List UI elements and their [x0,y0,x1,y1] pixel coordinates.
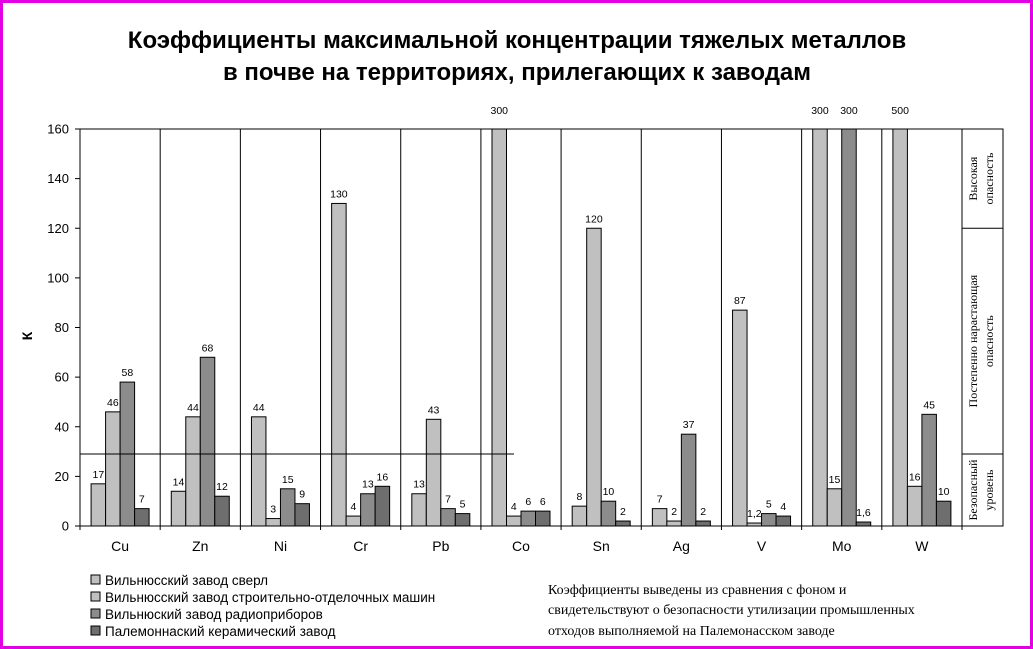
data-label: 120 [585,213,603,226]
bar [616,521,631,526]
data-label: 500 [891,105,909,117]
data-label: 13 [362,478,374,491]
bar [346,516,361,526]
data-label: 58 [121,367,134,380]
bar [375,486,390,526]
legend-swatch [91,575,100,584]
legend-swatch [91,592,100,601]
legend-label: Вильнюсский завод сверл [105,573,269,588]
data-label: 15 [281,473,294,486]
bar [171,491,186,526]
bar [412,494,427,526]
zone-label: опасность [982,315,996,368]
y-tick-label: 160 [47,121,69,137]
bar [827,489,842,526]
data-label: 130 [330,188,348,201]
category-label: Zn [192,538,209,554]
data-label: 12 [216,481,228,494]
bar [280,489,295,526]
bar [776,516,791,526]
data-label: 1,2 [746,508,762,521]
bar [91,484,106,526]
data-label: 7 [445,493,451,506]
data-label: 14 [172,476,185,489]
data-label: 16 [908,471,921,484]
bar [106,412,121,526]
zone-label: Безопасный [966,459,980,521]
bar [936,501,951,526]
category-label: Pb [432,538,450,554]
bar [842,129,857,526]
data-label: 4 [510,501,517,514]
bar [186,417,201,526]
legend-swatch [91,626,100,635]
y-tick-label: 80 [54,320,69,335]
data-label: 10 [602,486,615,499]
chart-title-line-1: Коэффициенты максимальной концентрации тяжелых металлов [127,27,907,54]
bar [893,129,908,526]
data-label: 68 [201,342,214,355]
zone-label: Постепенно нарастающая [966,274,980,408]
legend-label: Палемоннаский керамический завод [105,624,336,639]
data-label: 2 [700,506,707,519]
bar [215,496,230,526]
y-tick-label: 120 [47,220,69,236]
data-label: 15 [828,473,841,486]
data-label: 8 [576,491,583,504]
data-label: 4 [780,501,787,514]
category-label: Sn [592,538,610,554]
bar [907,486,922,526]
note-line-2: свидетельствуют о безопасности утилизации промышленных [548,603,915,618]
legend [91,573,435,639]
data-label: 2 [620,506,626,519]
bar [507,516,522,526]
data-label: 17 [92,468,105,481]
zone-label: уровень [982,469,996,511]
category-label: Cu [111,538,130,554]
bar [521,511,536,526]
data-label: 300 [811,105,829,117]
bar [747,523,762,526]
bar [361,494,376,526]
data-label: 2 [671,506,678,519]
chart-title-line-2: в почве на территориях, прилегающих к заводам [222,59,812,86]
category-label: Cr [353,538,369,554]
data-label: 9 [299,488,306,501]
legend-label: Вильнюсский завод строительно-отделочных машин [105,590,436,605]
bar [266,519,281,526]
bar [536,511,551,526]
data-label: 46 [106,396,119,409]
legend-label: Вильнюский завод радиоприборов [105,607,323,622]
bar [856,522,871,526]
category-labels [111,538,929,554]
data-label: 5 [459,498,466,511]
bar [696,521,711,526]
data-label: 4 [350,501,357,514]
bar [587,228,602,526]
bar [332,203,347,526]
bar [922,414,937,526]
bar [733,310,748,526]
bar [572,506,587,526]
category-label: Co [512,538,530,554]
bar [762,514,777,526]
data-label: 7 [138,493,145,506]
data-label: 5 [765,498,772,511]
category-label: V [756,538,767,554]
y-tick-label: 0 [61,518,69,534]
data-label: 300 [490,105,509,117]
bar [652,509,667,526]
bar [426,419,441,526]
legend-swatch [91,609,100,618]
data-label: 16 [376,471,389,484]
bar [455,514,470,526]
zone-label: Высокая [966,156,980,201]
category-label: Mo [832,538,852,554]
hazard-zones [80,129,1003,526]
data-label: 7 [656,493,663,506]
bar [295,504,310,526]
note-line-1: Коэффициенты выведены из сравнения с фоном и [548,583,847,598]
bar [251,417,265,526]
y-tick-label: 140 [47,171,69,187]
y-tick-label: 60 [54,369,69,385]
data-label: 87 [733,295,746,308]
category-label: Ni [273,538,288,554]
y-tick-label: 20 [54,468,69,484]
y-axis-label: К [19,331,35,341]
y-tick-labels [47,122,80,534]
bar [492,129,507,526]
y-tick-label: 40 [54,419,69,435]
bar [813,129,828,526]
bars [91,129,951,526]
data-label: 3 [270,503,277,516]
bar [601,501,616,526]
data-label: 6 [525,496,532,509]
bar [441,509,456,526]
data-label: 37 [682,419,695,432]
bar [667,521,682,526]
data-label: 1,6 [856,507,871,520]
data-label: 13 [413,478,425,491]
bar [681,434,696,526]
note-line-3: отходов выполняемой на Палемонасском заводе [548,624,835,639]
data-label: 44 [187,401,199,414]
zone-label: опасность [982,152,996,205]
data-label: 10 [937,486,950,499]
category-label: Ag [672,538,690,554]
data-label: 43 [427,404,440,417]
bar [200,357,215,526]
data-label: 44 [252,401,265,414]
data-label: 300 [840,105,858,117]
y-tick-label: 100 [47,270,69,286]
data-label: 45 [923,399,936,412]
grid [80,129,1003,530]
bar [135,509,150,526]
category-label: W [915,538,929,554]
data-label: 6 [539,496,546,509]
